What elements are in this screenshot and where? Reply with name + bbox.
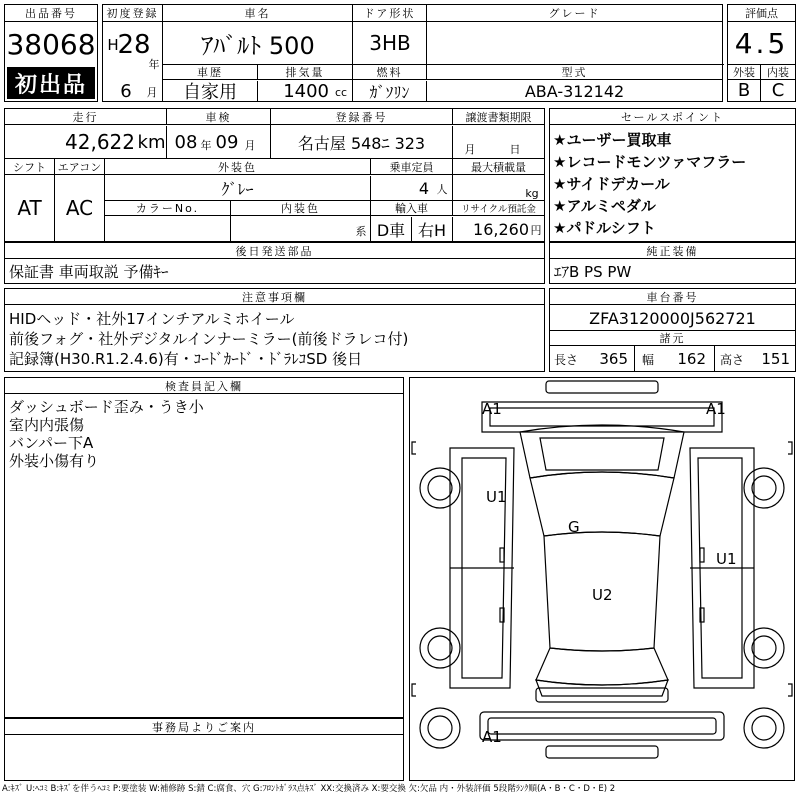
chassis-label: 車台番号 (550, 289, 795, 305)
name-label: 車名 (163, 5, 353, 22)
score-box (727, 4, 796, 102)
mileage-label: 走行 (5, 109, 167, 125)
height-label: 高さ (719, 352, 744, 367)
reg-era: H (107, 36, 119, 54)
load-label: 最大積載量 (453, 159, 544, 175)
history-value: 自家用 (163, 81, 258, 101)
recycle-label: リサイクル預託金 (453, 201, 544, 216)
reg-year: 28 (117, 30, 151, 60)
length-value: 365 (599, 350, 628, 368)
notes-line: HIDヘッド・社外17インチアルミホイール (9, 310, 295, 328)
sales-points-box (549, 108, 796, 242)
score-value: 4.5 (734, 26, 789, 60)
score-label: 評価点 (728, 5, 795, 22)
car-name: ｱﾊﾞﾙﾄ 500 (201, 31, 315, 60)
inspector-line: ダッシュボード歪み・うき小 (9, 398, 204, 416)
shift-label: シフト (5, 159, 55, 175)
sales-point: ★サイドデカール (553, 175, 670, 193)
color-value: ｸﾞﾚｰ (105, 176, 371, 200)
damage-mark: A1 (482, 400, 502, 418)
lot-label: 出品番号 (5, 5, 97, 22)
interior-label: 内装色 (231, 201, 371, 216)
notes-line: 記録簿(H30.R1.2.4.6)有・ｺｰﾄﾞｶｰﾄﾞ・ﾄﾞﾗﾚｺSD 後日 (9, 350, 363, 368)
ext-grade: B (728, 80, 761, 101)
insp-year-unit: 年 (200, 139, 212, 152)
damage-mark: G (568, 518, 580, 536)
equipment-box (549, 242, 796, 284)
sales-point: ★パドルシフト (553, 219, 656, 237)
damage-mark: U1 (486, 488, 507, 506)
sales-point: ★レコードモンツァマフラー (553, 153, 747, 171)
import-type: D車 (371, 217, 412, 241)
detail-block (4, 108, 545, 242)
equipment-value: ｴｱB PS PW (554, 263, 632, 281)
notes-line: 前後フォグ・社外デジタルインナーミラー(前後ドラレコ付) (9, 330, 409, 348)
insp-month: 09 (215, 131, 239, 153)
later-parts-value: 保証書 車両取説 予備ｷｰ (9, 263, 169, 281)
mileage-unit: km (137, 126, 167, 158)
load-unit: kg (525, 186, 539, 200)
reg-year-unit: 年 (148, 58, 160, 71)
damage-mark: A1 (706, 400, 726, 418)
header-main (102, 4, 723, 102)
insp-month-unit: 月 (244, 139, 256, 152)
later-parts-label: 後日発送部品 (5, 243, 544, 259)
sales-label: セールスポイント (550, 109, 795, 125)
damage-diagram (409, 377, 795, 781)
ext-label: 外装 (728, 65, 761, 80)
capacity-label: 乗車定員 (371, 159, 453, 175)
grade-value (427, 23, 722, 63)
grade-label: グレード (427, 5, 722, 22)
disp-unit: cc (334, 85, 348, 99)
model-value: ABA-312142 (524, 81, 625, 101)
length-label: 長さ (553, 352, 578, 367)
inspector-line: 室内内張傷 (9, 416, 85, 434)
damage-mark: U2 (592, 586, 613, 604)
plate-value: 名古屋 548ﾆ 323 (271, 126, 453, 158)
later-parts-box (4, 242, 545, 284)
damage-mark: A1 (482, 728, 502, 746)
transfer-day: 日 (509, 143, 521, 156)
recycle-value: 16,260 (473, 219, 529, 239)
door-label: ドア形状 (353, 5, 427, 22)
inspector-box (4, 377, 404, 718)
disp-value: 1400 (283, 80, 329, 102)
car-outline (410, 378, 794, 780)
width-value: 162 (677, 350, 706, 368)
sales-point: ★ユーザー買取車 (553, 131, 672, 149)
inspector-label: 検査員記入欄 (5, 378, 403, 394)
office-box (4, 718, 404, 781)
width-label: 幅 (641, 352, 654, 367)
colorno-label: カラーNo. (105, 201, 231, 216)
transfer-month: 月 (464, 143, 476, 156)
capacity-unit: 人 (436, 183, 448, 196)
lot-number: 38068 (6, 27, 96, 61)
door-type: 3HB (369, 31, 411, 55)
recycle-unit: 円 (530, 224, 542, 237)
int-label: 内装 (761, 65, 795, 80)
office-label: 事務局よりご案内 (5, 719, 403, 735)
reg-month: 6 (120, 80, 132, 102)
height-value: 151 (761, 350, 790, 368)
chassis-box (549, 288, 796, 372)
notes-label: 注意事項欄 (5, 289, 544, 305)
fuel-label: 燃料 (353, 65, 427, 80)
equipment-label: 純正装備 (550, 243, 795, 259)
inspector-line: バンパー下A (9, 434, 94, 452)
chassis-number: ZFA3120000J562721 (589, 308, 756, 328)
history-label: 車歴 (163, 65, 258, 80)
shift-value: AT (5, 175, 55, 241)
fuel-value: ｶﾞｿﾘﾝ (353, 81, 427, 101)
dims-label: 諸元 (550, 331, 795, 346)
import-handle: 右H (412, 217, 453, 241)
ac-value: AC (55, 175, 105, 241)
plate-label: 登録番号 (271, 109, 453, 125)
inspector-line: 外装小傷有り (9, 452, 100, 470)
disp-label: 排気量 (258, 65, 353, 80)
capacity-value: 4 (418, 178, 429, 198)
sales-point: ★アルミペダル (553, 197, 656, 215)
inspection-label: 車検 (167, 109, 271, 125)
transfer-label: 譲渡書類期限 (453, 109, 544, 125)
interior-suffix: 系 (355, 225, 367, 238)
notes-box (4, 288, 545, 372)
import-label: 輸入車 (371, 201, 453, 216)
reg-label: 初度登録 (103, 5, 163, 22)
lot-box (4, 4, 98, 102)
insp-year: 08 (174, 131, 198, 153)
first-listing-badge: 初出品 (7, 67, 95, 99)
damage-mark: U1 (716, 550, 737, 568)
legend-text: A:ｷｽﾞ U:ﾍｺﾐ B:ｷｽﾞを伴うﾍｺﾐ P:要塗装 W:補修跡 S:錆 C:腐食、穴 G:ﾌﾛﾝﾄｶﾞﾗｽ点ｷｽﾞ XX:交換済み X:要交換 欠:欠品 内・外装評価 5段階ﾗﾝｸ順(A・B・C・D・E) 2 (2, 784, 616, 794)
int-grade: C (771, 80, 785, 101)
ac-label: エアコン (55, 159, 105, 175)
model-label: 型式 (427, 65, 722, 80)
color-label: 外装色 (105, 159, 371, 175)
reg-month-unit: 月 (146, 86, 158, 99)
mileage-value: 42,622 (65, 130, 135, 154)
